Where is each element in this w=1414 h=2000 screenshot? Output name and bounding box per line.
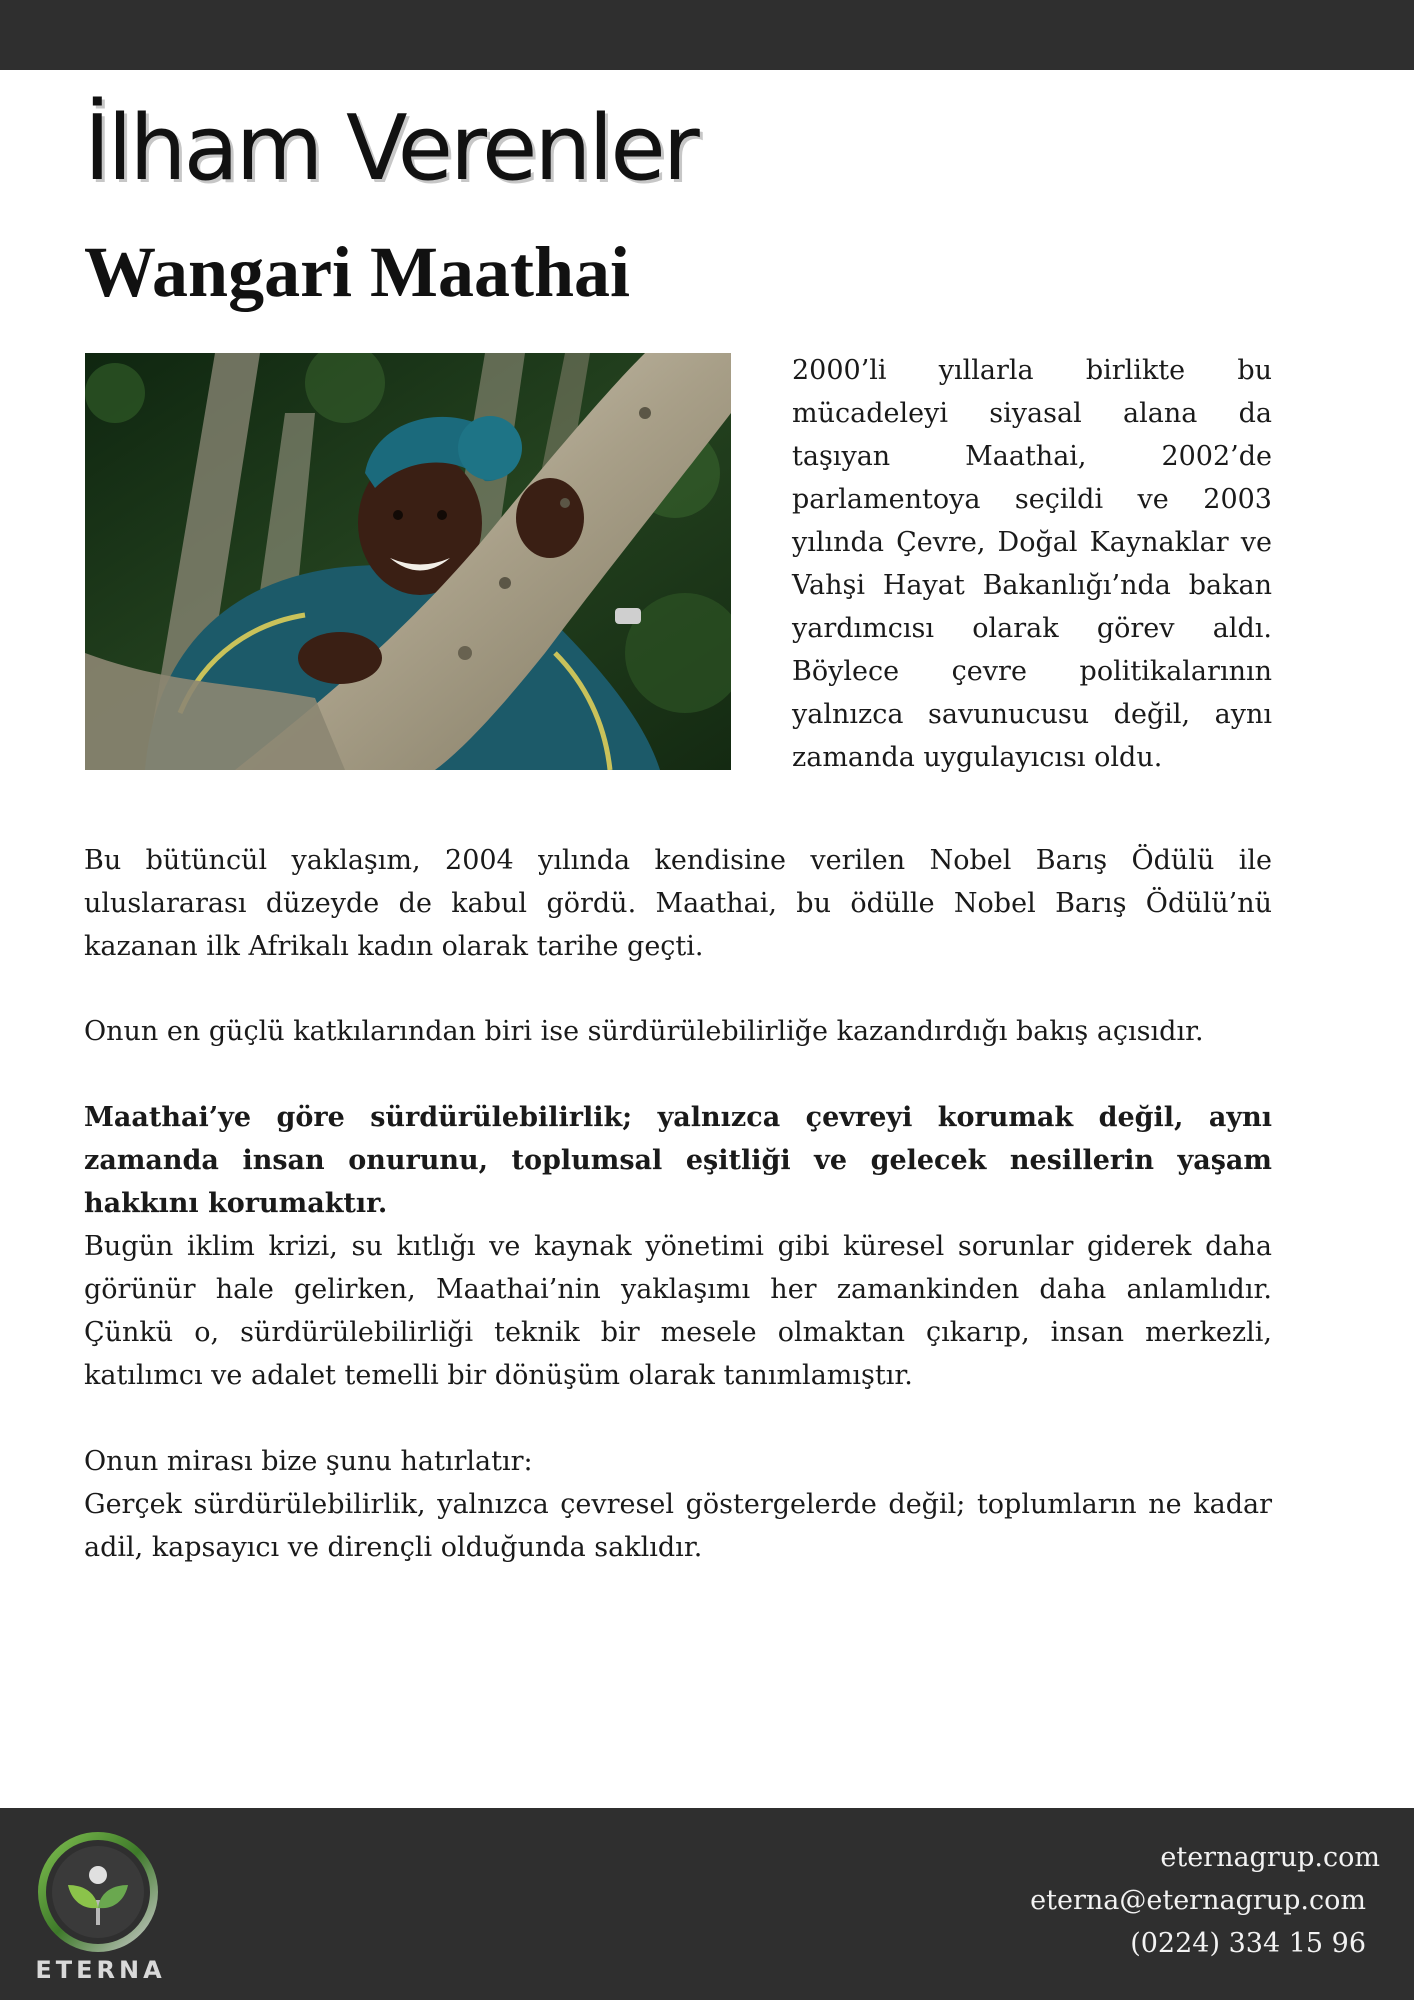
side-paragraph: 2000’li yıllarla birlikte bu mücadeleyi siyasal alana da taşıyan Maathai, 2002’de parlamentoya seçildi ve 2003 yılında Çevre, Doğal Kaynaklar ve Vahşi Hayat Bakanlığı’nda bakan yardımcısı olarak görev aldı. Böylece çevre politikalarının yalnızca savunucusu değil, aynı zamanda uygulayıcısı oldu. [792,355,1272,773]
phone-number[interactable]: (0224) 334 15 96 [1130,1928,1366,1959]
page-title: Wangari Maathai [84,232,631,312]
legacy-intro: Onun mirası bize şunu hatırlatır: [84,1446,533,1477]
paragraph-nobel: Bu bütüncül yaklaşım, 2004 yılında kendisine verilen Nobel Barış Ödülü ile uluslararası düzeyde de kabul gördü. Maathai, bu ödülle Nobel Barış Ödülü’nü kazanan ilk Afrikalı kadın olarak tarihe geçti. [84,845,1272,962]
paragraph-contribution: Onun en güçlü katkılarından biri ise sürdürülebilirliğe kazandırdığı bakış açısıdır. [84,1016,1204,1047]
email-link[interactable]: eterna@eternagrup.com [1030,1885,1366,1916]
paragraph-legacy [84,1440,1272,1569]
contact-block [1030,1836,1380,1965]
paragraph-definition: Maathai’ye göre sürdürülebilirlik; yalnızca çevreyi korumak değil, aynı zamanda insan onurunu, toplumsal eşitliği ve gelecek nesillerin yaşam hakkını korumaktır. [84,1102,1272,1219]
top-bar [0,0,1414,70]
portrait-illustration [85,353,731,770]
legacy-statement: Gerçek sürdürülebilirlik, yalnızca çevresel göstergelerde değil; toplumların ne kadar adil, kapsayıcı ve dirençli olduğunda saklıdır. [84,1489,1272,1563]
paragraph-climate: Bugün iklim krizi, su kıtlığı ve kaynak yönetimi gibi küresel sorunlar giderek daha görünür hale gelirken, Maathai’nin yaklaşımı her zamankinden daha anlamlıdır. Çünkü o, sürdürülebilirliği teknik bir mesele olmaktan çıkarıp, insan merkezli, katılımcı ve adalet temelli bir dönüşüm olarak tanımlamıştır. [84,1231,1272,1391]
website-link[interactable]: eternagrup.com [1160,1842,1380,1873]
leaf-icon [28,1830,173,1955]
logo-wordmark: ETERNA [35,1956,166,1984]
portrait-photo [85,353,731,770]
section-kicker: İlham Verenler [84,96,697,201]
